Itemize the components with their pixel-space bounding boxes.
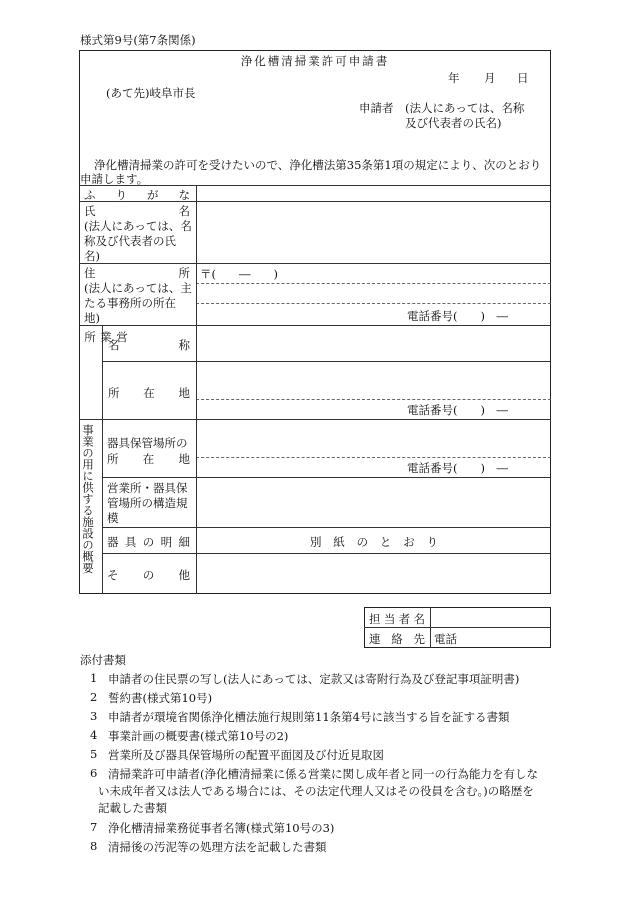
form-title: 浄化槽清掃業許可申請書 xyxy=(240,54,390,68)
date-month: 月 xyxy=(484,71,496,85)
attachment-item-cont: 記載した書類 xyxy=(98,801,167,815)
attachment-num: 8 xyxy=(90,839,98,853)
name-sub-2: 称及び代表者の氏 xyxy=(84,234,176,248)
contact-label: 連 絡 先 xyxy=(369,632,425,646)
attachment-item: 申請者の住民票の写し(法人にあっては、定款又は寄附行為及び登記事項証明書) xyxy=(108,672,520,686)
other-label: そ の 他 xyxy=(107,568,190,582)
applicant-label: 申請者 xyxy=(359,101,394,115)
tel-label: 電話 xyxy=(434,632,457,646)
date-year: 年 xyxy=(448,71,460,85)
structure-label-2: 管場所の構造規 xyxy=(107,496,188,510)
date-day: 日 xyxy=(517,71,529,85)
name-sub-3: 名) xyxy=(84,249,100,263)
attachment-num: 4 xyxy=(90,728,98,742)
attachment-item: 清掃後の汚泥等の処理方法を記載した書類 xyxy=(108,840,327,854)
attachment-item: 営業所及び器具保管場所の配置平面図及び付近見取図 xyxy=(108,748,384,762)
applicant-note-2: 及び代表者の氏名) xyxy=(405,116,502,130)
attachment-item-cont: い未成年者又は法人である場合には、その法定代理人又はその役員を含む。)の略歴を xyxy=(98,784,534,798)
address-sub-1: (法人にあっては、主 xyxy=(84,281,192,295)
attachment-num: 7 xyxy=(90,820,98,834)
applicant-note-1: (法人にあっては、名称 xyxy=(405,101,525,115)
postal-code-field[interactable]: 〒( ― ) xyxy=(200,267,278,281)
attachment-num: 3 xyxy=(90,709,98,723)
name-sub-1: (法人にあっては、名 xyxy=(84,219,192,233)
structure-label-3: 模 xyxy=(107,511,119,525)
form-number: 様式第9号(第7条関係) xyxy=(80,33,196,47)
attachments-heading: 添付書類 xyxy=(80,653,126,667)
office-phone[interactable]: 電話番号( ) ― xyxy=(407,403,508,417)
attachment-item: 誓約書(様式第10号) xyxy=(108,691,213,705)
attachment-num: 1 xyxy=(90,671,98,685)
attachment-num: 6 xyxy=(90,766,98,780)
person-label: 担 当 者 名 xyxy=(369,612,425,626)
name-label: 氏 名 xyxy=(84,204,190,218)
address-phone[interactable]: 電話番号( ) ― xyxy=(407,309,508,323)
address-sub-2: たる事務所の所在 xyxy=(84,296,176,310)
facility-group-label: 事業の用に供する施設の概要 xyxy=(81,424,95,574)
office-group-label: 営 業 所 xyxy=(83,331,129,343)
addressee: (あて先)岐阜市長 xyxy=(106,86,196,100)
storage-label-2: 所 在 地 xyxy=(107,452,190,466)
office-location-label: 所 在 地 xyxy=(108,386,190,400)
equipment-value: 別 紙 の と お り xyxy=(310,535,438,549)
office-name-label: 名 称 xyxy=(108,338,190,352)
attachment-num: 5 xyxy=(90,747,98,761)
attachment-num: 2 xyxy=(90,690,98,704)
storage-phone[interactable]: 電話番号( ) ― xyxy=(407,461,508,475)
intro-line-1: 浄化槽清掃業の許可を受けたいので、浄化槽法第35条第1項の規定により、次のとおり xyxy=(94,158,542,172)
furigana-label: ふ り が な xyxy=(84,188,190,202)
intro-line-2: 申請します。 xyxy=(80,172,149,186)
address-label: 住 所 xyxy=(84,266,190,280)
storage-label-1: 器具保管場所の xyxy=(107,436,188,450)
attachment-item: 申請者が環境省関係浄化槽法施行規則第11条第4号に該当する旨を証する書類 xyxy=(108,710,510,724)
attachment-item: 浄化槽清掃業務従事者名簿(様式第10号の3) xyxy=(108,821,335,835)
structure-label-1: 営業所・器具保 xyxy=(107,481,188,495)
attachment-item: 事業計画の概要書(様式第10号の2) xyxy=(108,729,289,743)
equipment-label: 器 具 の 明 細 xyxy=(107,535,190,549)
attachment-item: 清掃業許可申請者(浄化槽清掃業に係る営業に関し成年者と同一の行為能力を有しな xyxy=(108,767,538,781)
address-sub-3: 地) xyxy=(84,311,100,325)
